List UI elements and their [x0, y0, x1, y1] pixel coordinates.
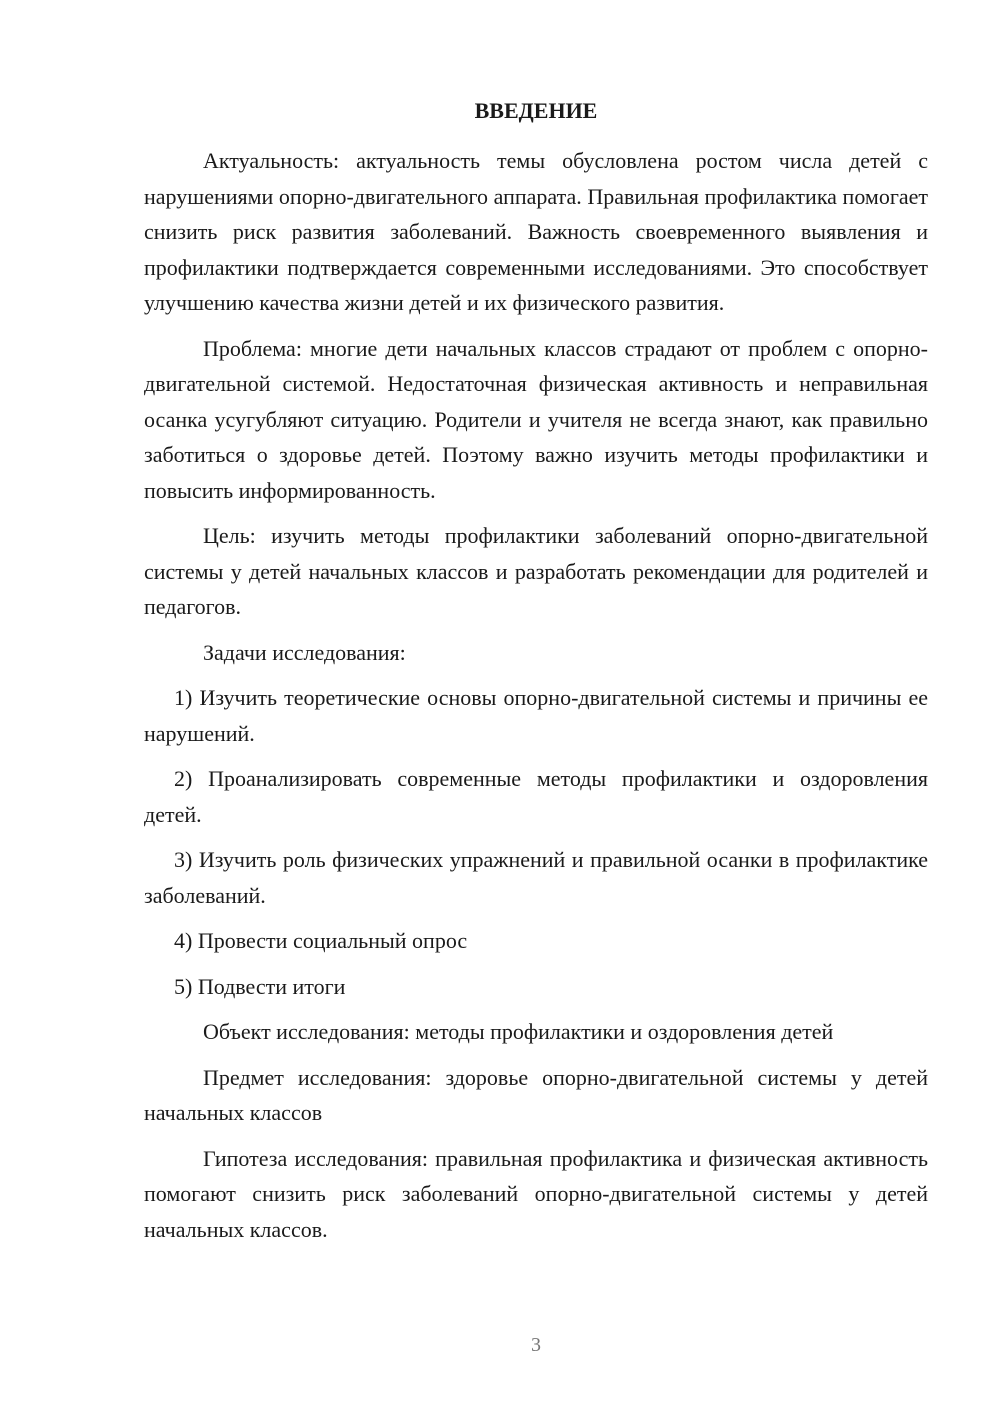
paragraph-goal: Цель: изучить методы профилактики заболеваний опорно-двигательной системы у детей начальных классов и разработать рекомендации для родителей и педагогов. — [144, 523, 928, 619]
body-text — [144, 143, 928, 1257]
paragraph-object: Объект исследования: методы профилактики и оздоровления детей — [203, 1019, 834, 1044]
task-item-5: 5) Подвести итоги — [174, 973, 346, 999]
paragraph-tasks-heading: Задачи исследования: — [203, 639, 406, 665]
paragraph-relevance: Актуальность: актуальность темы обусловлена ростом числа детей с нарушениями опорно-двигательного аппарата. Правильная профилактика помогает снизить риск развития заболеваний. Важность своевременного выявления и профилактики подтверждается современными исследованиями. Это способствует улучшению качества жизни детей и их физического развития. — [144, 148, 928, 315]
task-item-1: 1) Изучить теоретические основы опорно-двигательной системы и причины ее нарушений. — [144, 685, 928, 746]
paragraph-problem: Проблема: многие дети начальных классов страдают от проблем с опорно-двигательной системой. Недостаточная физическая активность и неправильная осанка усугубляют ситуацию. Родители и учителя не всегда знают, как правильно заботиться о здоровье детей. Поэтому важно изучить методы профилактики и повысить информированность. — [144, 335, 928, 503]
task-item-3: 3) Изучить роль физических упражнений и правильной осанки в профилактике заболеваний. — [144, 847, 928, 908]
page-number: 3 — [531, 1334, 541, 1356]
paragraph-hypothesis: Гипотеза исследования: правильная профилактика и физическая активность помогают снизить риск заболеваний опорно-двигательной системы у детей начальных классов. — [144, 1145, 928, 1242]
paragraph-subject: Предмет исследования: здоровье опорно-двигательной системы у детей начальных классов — [144, 1064, 928, 1125]
page-title: ВВЕДЕНИЕ — [474, 98, 598, 123]
task-item-4: 4) Провести социальный опрос — [174, 928, 468, 953]
task-item-2: 2) Проанализировать современные методы профилактики и оздоровления детей. — [144, 766, 928, 827]
